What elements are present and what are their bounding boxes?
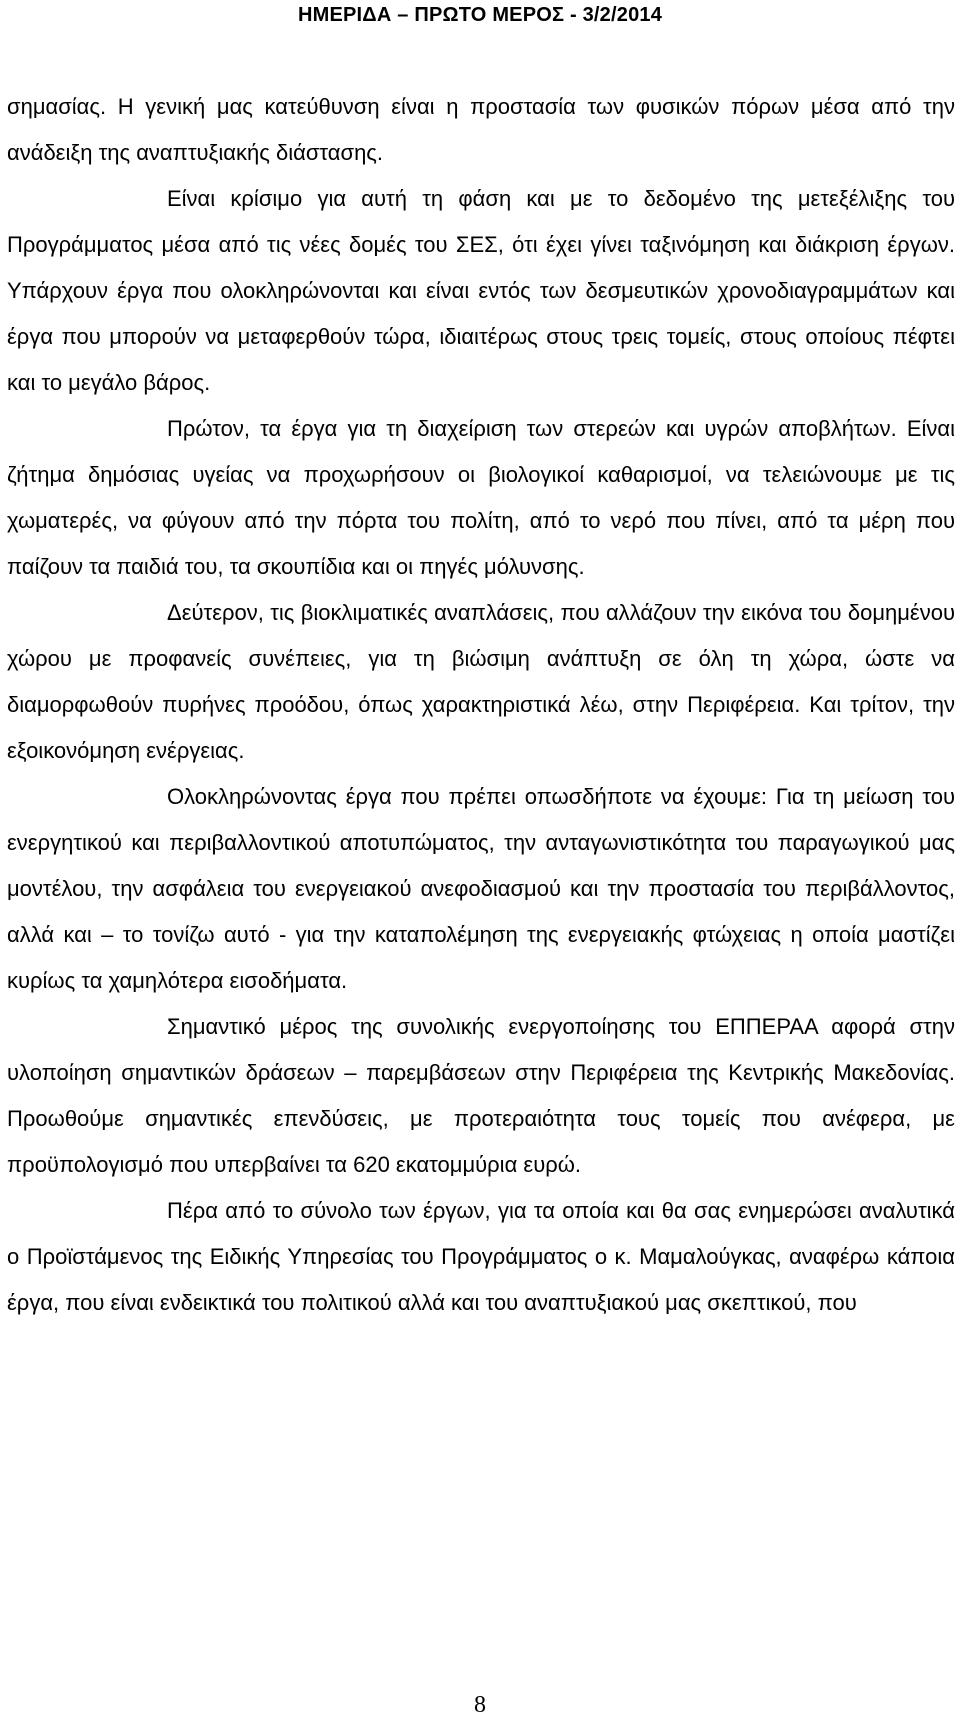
paragraph-6: Σημαντικό μέρος της συνολικής ενεργοποίησης του ΕΠΠΕΡΑΑ αφορά στην υλοποίηση σημαντικών δράσεων – παρεμβάσεων στην Περιφέρεια της Κεντρικής Μακεδονίας. Προωθούμε σημαντικές επενδύσεις, με προτεραιότητα τους τομείς που ανέφερα, με προϋπολογισμό που υπερβαίνει τα 620 εκατομμύρια ευρώ. xyxy=(7,1014,955,1177)
paragraph-2: Είναι κρίσιμο για αυτή τη φάση και με το δεδομένο της μετεξέλιξης του Προγράμματος μέσα από τις νέες δομές του ΣΕΣ, ότι έχει γίνει ταξινόμηση και διάκριση έργων. Υπάρχουν έργα που ολοκληρώνονται και είναι εντός των δεσμευτικών χρονοδιαγραμμάτων και έργα που μπορούν να μεταφερθούν τώρα, ιδιαιτέρως στους τρεις τομείς, στους οποίους πέφτει και το μεγάλο βάρος. xyxy=(7,186,955,395)
page-number: 8 xyxy=(474,1692,486,1718)
paragraph-7: Πέρα από το σύνολο των έργων, για τα οποία και θα σας ενημερώσει αναλυτικά ο Προϊστάμενος της Ειδικής Υπηρεσίας του Προγράμματος ο κ. Μαμαλούγκας, αναφέρω κάποια έργα, που είναι ενδεικτικά του πολιτικού αλλά και του αναπτυξιακού μας σκεπτικού, που xyxy=(7,1198,955,1315)
paragraph-5: Ολοκληρώνοντας έργα που πρέπει οπωσδήποτε να έχουμε: Για τη μείωση του ενεργητικού και περιβαλλοντικού αποτυπώματος, την ανταγωνιστικότητα του παραγωγικού μας μοντέλου, την ασφάλεια του ενεργειακού ανεφοδιασμού και την προστασία του περιβάλλοντος, αλλά και – το τονίζω αυτό - για την καταπολέμηση της ενεργειακής φτώχειας η οποία μαστίζει κυρίως τα χαμηλότερα εισοδήματα. xyxy=(7,784,955,993)
paragraph-1: σημασίας. Η γενική μας κατεύθυνση είναι η προστασία των φυσικών πόρων μέσα από την ανάδειξη της αναπτυξιακής διάστασης. xyxy=(7,94,955,165)
page-header: ΗΜΕΡΙΔΑ – ΠΡΩΤΟ ΜΕΡΟΣ - 3/2/2014 xyxy=(297,4,663,26)
paragraph-3: Πρώτον, τα έργα για τη διαχείριση των στερεών και υγρών αποβλήτων. Είναι ζήτημα δημόσιας υγείας να προχωρήσουν οι βιολογικοί καθαρισμοί, να τελειώνουμε με τις χωματερές, να φύγουν από την πόρτα του πολίτη, από το νερό που πίνει, από τα μέρη που παίζουν τα παιδιά του, τα σκουπίδια και οι πηγές μόλυνσης. xyxy=(7,416,955,579)
document-body xyxy=(7,84,955,1326)
paragraph-4: Δεύτερον, τις βιοκλιματικές αναπλάσεις, που αλλάζουν την εικόνα του δομημένου χώρου με προφανείς συνέπειες, για τη βιώσιμη ανάπτυξη σε όλη τη χώρα, ώστε να διαμορφωθούν πυρήνες προόδου, όπως χαρακτηριστικά λέω, στην Περιφέρεια. Και τρίτον, την εξοικονόμηση ενέργειας. xyxy=(7,600,955,763)
